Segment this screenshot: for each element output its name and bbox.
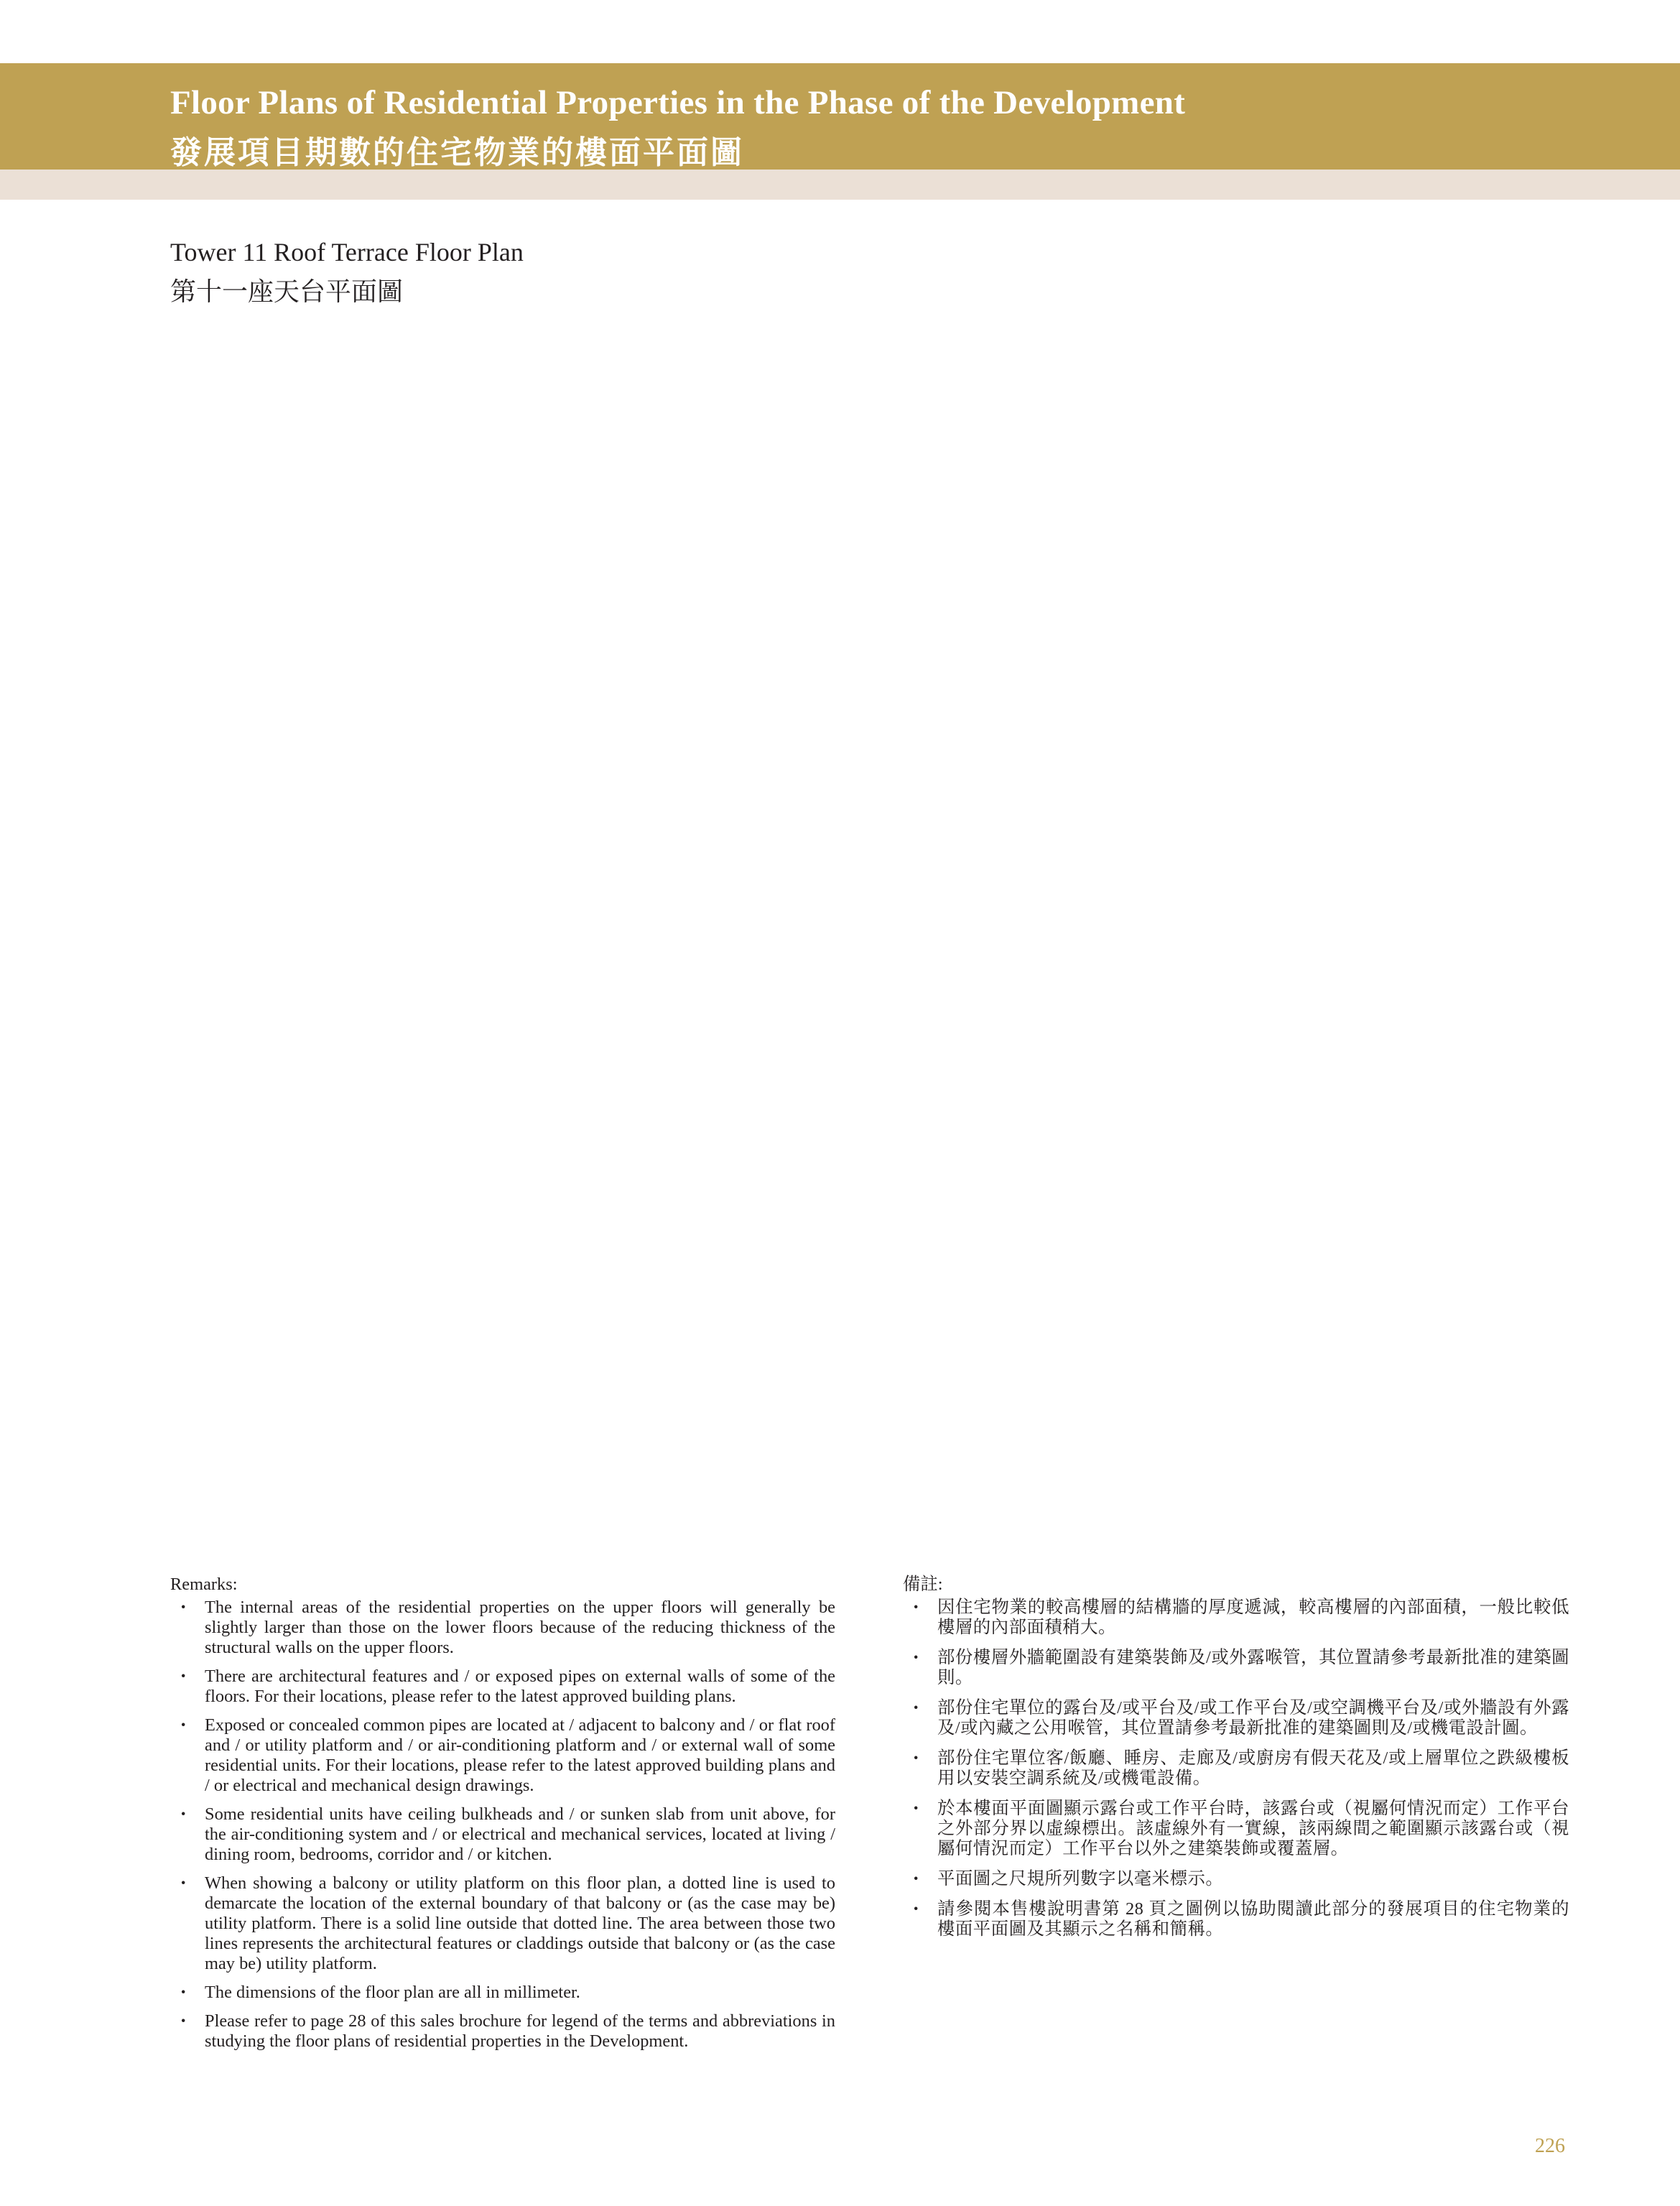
bullet-icon: ・ <box>907 1697 925 1718</box>
remark-item <box>170 2011 835 2052</box>
remark-item <box>903 1748 1569 1789</box>
bullet-icon: ・ <box>175 1804 192 1825</box>
remark-text: 因住宅物業的較高樓層的結構牆的厚度遞減，較高樓層的內部面積，一般比較低樓層的內部面積稍大。 <box>937 1598 1569 1637</box>
page-number: 226 <box>1535 2135 1565 2157</box>
bullet-icon: ・ <box>175 2011 192 2031</box>
remark-item <box>903 1799 1569 1859</box>
section-title-zh: 發展項目期數的住宅物業的樓面平面圖 <box>170 135 744 170</box>
remark-text: Exposed or concealed common pipes are located at / adjacent to balcony and / or flat roof and / or utility platform and / or air-conditioning platform and / or external wall of some residential units. For their locations, please refer to the latest approved building plans and / or electrical and mechanical design drawings. <box>205 1715 835 1795</box>
remarks-heading-zh: 備註: <box>903 1575 943 1594</box>
remark-item <box>903 1698 1569 1738</box>
bullet-icon: ・ <box>907 1748 925 1769</box>
bullet-icon: ・ <box>175 1873 192 1894</box>
remark-item <box>170 1983 835 2003</box>
remark-item <box>903 1648 1569 1688</box>
section-title-en: Floor Plans of Residential Properties in the Phase of the Development <box>170 84 1186 121</box>
remark-item <box>903 1899 1569 1939</box>
remark-text: 請參閱本售樓說明書第 28 頁之圖例以協助閱讀此部分的發展項目的住宅物業的樓面平面圖及其顯示之名稱和簡稱。 <box>937 1899 1569 1939</box>
remark-text: 平面圖之尺規所列數字以毫米標示。 <box>937 1869 1224 1888</box>
bullet-icon: ・ <box>175 1715 192 1735</box>
remark-item <box>170 1715 835 1796</box>
bullet-icon: ・ <box>907 1868 925 1889</box>
remark-item <box>170 1667 835 1707</box>
remark-text: The internal areas of the residential properties on the upper floors will generally be slightly larger than those on the lower floors because of the reducing thickness of the structural walls on the upper floors. <box>205 1598 835 1657</box>
remarks-heading-en: Remarks: <box>170 1575 238 1594</box>
remark-text: When showing a balcony or utility platform on this floor plan, a dotted line is used to demarcate the location of the external boundary of that balcony or (as the case may be) utility platform. There is a solid line outside that dotted line. The area between those two lines represents the architectural features or claddings outside that balcony or (as the case may be) utility platform. <box>205 1873 835 1973</box>
bullet-icon: ・ <box>175 1597 192 1618</box>
remark-text: 部份住宅單位的露台及/或平台及/或工作平台及/或空調機平台及/或外牆設有外露及/或內藏之公用喉管，其位置請參考最新批准的建築圖則及/或機電設計圖。 <box>937 1698 1569 1738</box>
remark-text: Some residential units have ceiling bulkheads and / or sunken slab from unit above, for the air-conditioning system and / or electrical and mechanical services, located at living / dining room, bedrooms, corridor and / or kitchen. <box>205 1804 835 1864</box>
floor-plan-title-zh: 第十一座天台平面圖 <box>170 277 404 306</box>
bullet-icon: ・ <box>907 1597 925 1618</box>
remarks-zh <box>903 1575 1569 1950</box>
bullet-icon: ・ <box>907 1647 925 1668</box>
header-accent-strip <box>0 170 1680 200</box>
remark-text: 於本樓面平面圖顯示露台或工作平台時，該露台或（視屬何情況而定）工作平台之外部分界以虛線標出。該虛線外有一實線，該兩線間之範圍顯示該露台或（視屬何情況而定）工作平台以外之建築裝飾或覆蓋層。 <box>937 1799 1569 1858</box>
remark-item <box>170 1873 835 1974</box>
remark-item <box>170 1804 835 1865</box>
remark-item <box>903 1869 1569 1889</box>
remarks-list-en <box>170 1598 835 2052</box>
bullet-icon: ・ <box>175 1666 192 1687</box>
remark-text: 部份樓層外牆範圍設有建築裝飾及/或外露喉管，其位置請參考最新批准的建築圖則。 <box>937 1648 1569 1687</box>
remark-text: There are architectural features and / or exposed pipes on external walls of some of the floors. For their locations, please refer to the latest approved building plans. <box>205 1667 835 1706</box>
remark-text: Please refer to page 28 of this sales brochure for legend of the terms and abbreviations in studying the floor plans of residential properties in the Development. <box>205 2011 835 2051</box>
remark-item <box>170 1598 835 1658</box>
bullet-icon: ・ <box>175 1982 192 2003</box>
remarks-list-zh <box>903 1598 1569 1939</box>
remark-item <box>903 1598 1569 1638</box>
floor-plan-title-en: Tower 11 Roof Terrace Floor Plan <box>170 238 524 267</box>
bullet-icon: ・ <box>907 1899 925 1919</box>
remark-text: 部份住宅單位客/飯廳、睡房、走廊及/或廚房有假天花及/或上層單位之跌級樓板用以安裝空調系統及/或機電設備。 <box>937 1748 1569 1788</box>
bullet-icon: ・ <box>907 1798 925 1819</box>
remark-text: The dimensions of the floor plan are all in millimeter. <box>205 1983 580 2002</box>
remarks-en <box>170 1575 835 2060</box>
